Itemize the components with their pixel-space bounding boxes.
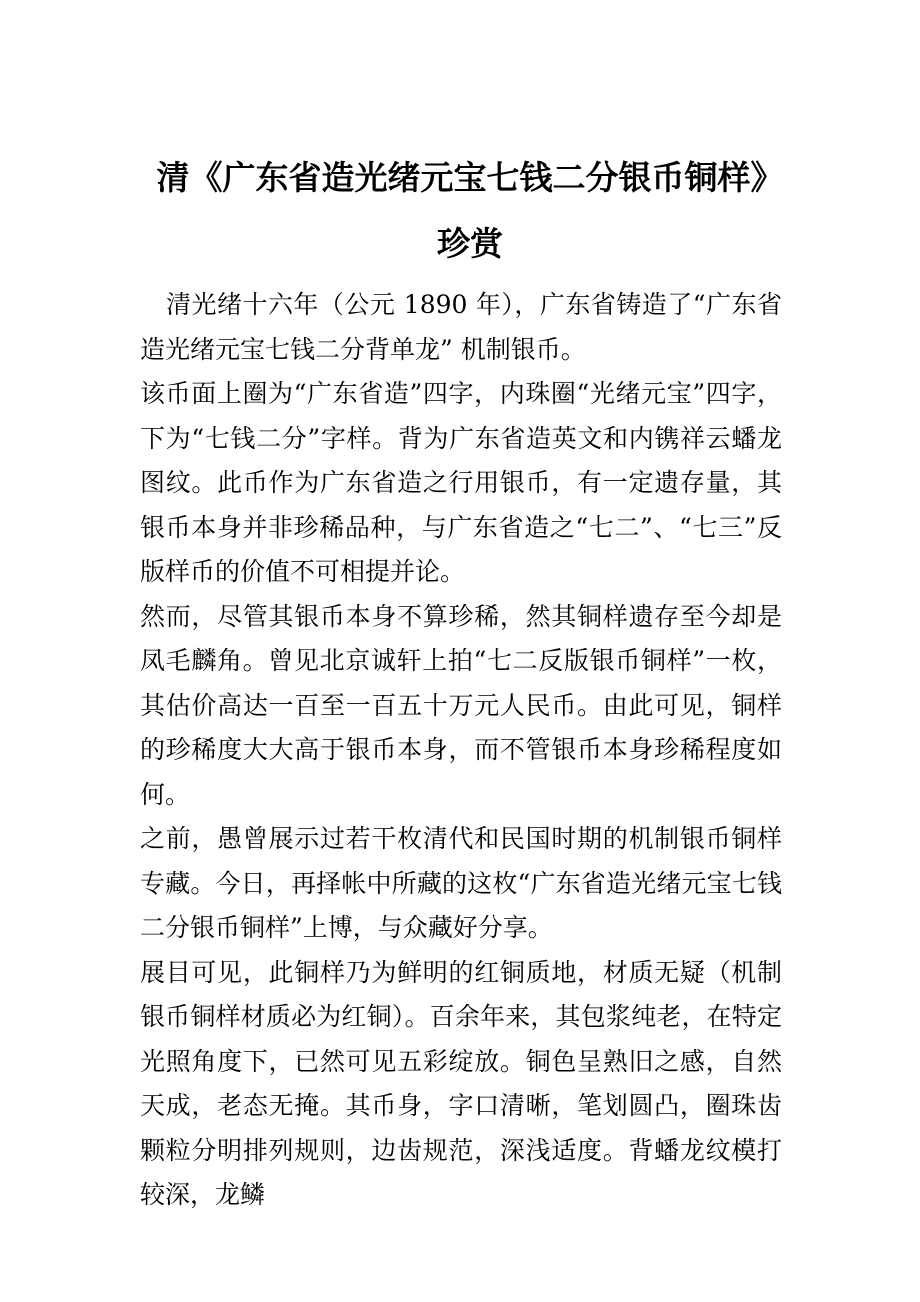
paragraph-intro: 清光绪十六年（公元 1890 年），广东省铸造了“广东省造光绪元宝七钱二分背单龙” 机制银币。 [140,290,782,364]
paragraph-coin-description: 该币面上圈为“广东省造”四字，内珠圈“光绪元宝”四字，下为“七钱二分”字样。背为广东省造英文和内镌祥云蟠龙图纹。此币作为广东省造之行用银币，有一定遗存量，其银币本身并非珍稀品种，与广东省造之“七二”、“七三”反版样币的价值不可相提并论。 [140,379,782,586]
paragraph-rarity: 然而，尽管其银币本身不算珍稀，然其铜样遗存至今却是凤毛麟角。曾见北京诚轩上拍“七二反版银币铜样”一枚，其估价高达一百至一百五十万元人民币。由此可见，铜样的珍稀度大大高于银币本身，而不管银币本身珍稀程度如何。 [140,601,782,809]
document-title [130,145,810,277]
title-line-1: 清《广东省造光绪元宝七钱二分银币铜样》 [156,158,784,197]
document-body [140,283,782,1218]
paragraph-appraisal: 展目可见，此铜样乃为鲜明的红铜质地，材质无疑（机制银币铜样材质必为红铜）。百余年来，其包浆纯老，在特定光照角度下，已然可见五彩绽放。铜色呈熟旧之感，自然天成，老态无掩。其币身，字口清晰，笔划圆凸，圈珠齿颗粒分明排列规则，边齿规范，深浅适度。背蟠龙纹模打较深，龙鳞 [140,957,782,1209]
title-line-2: 珍赏 [437,224,503,263]
paragraph-collection: 之前，愚曾展示过若干枚清代和民国时期的机制银币铜样专藏。今日，再择帐中所藏的这枚“广东省造光绪元宝七钱二分银币铜样”上博，与众藏好分享。 [140,824,782,942]
